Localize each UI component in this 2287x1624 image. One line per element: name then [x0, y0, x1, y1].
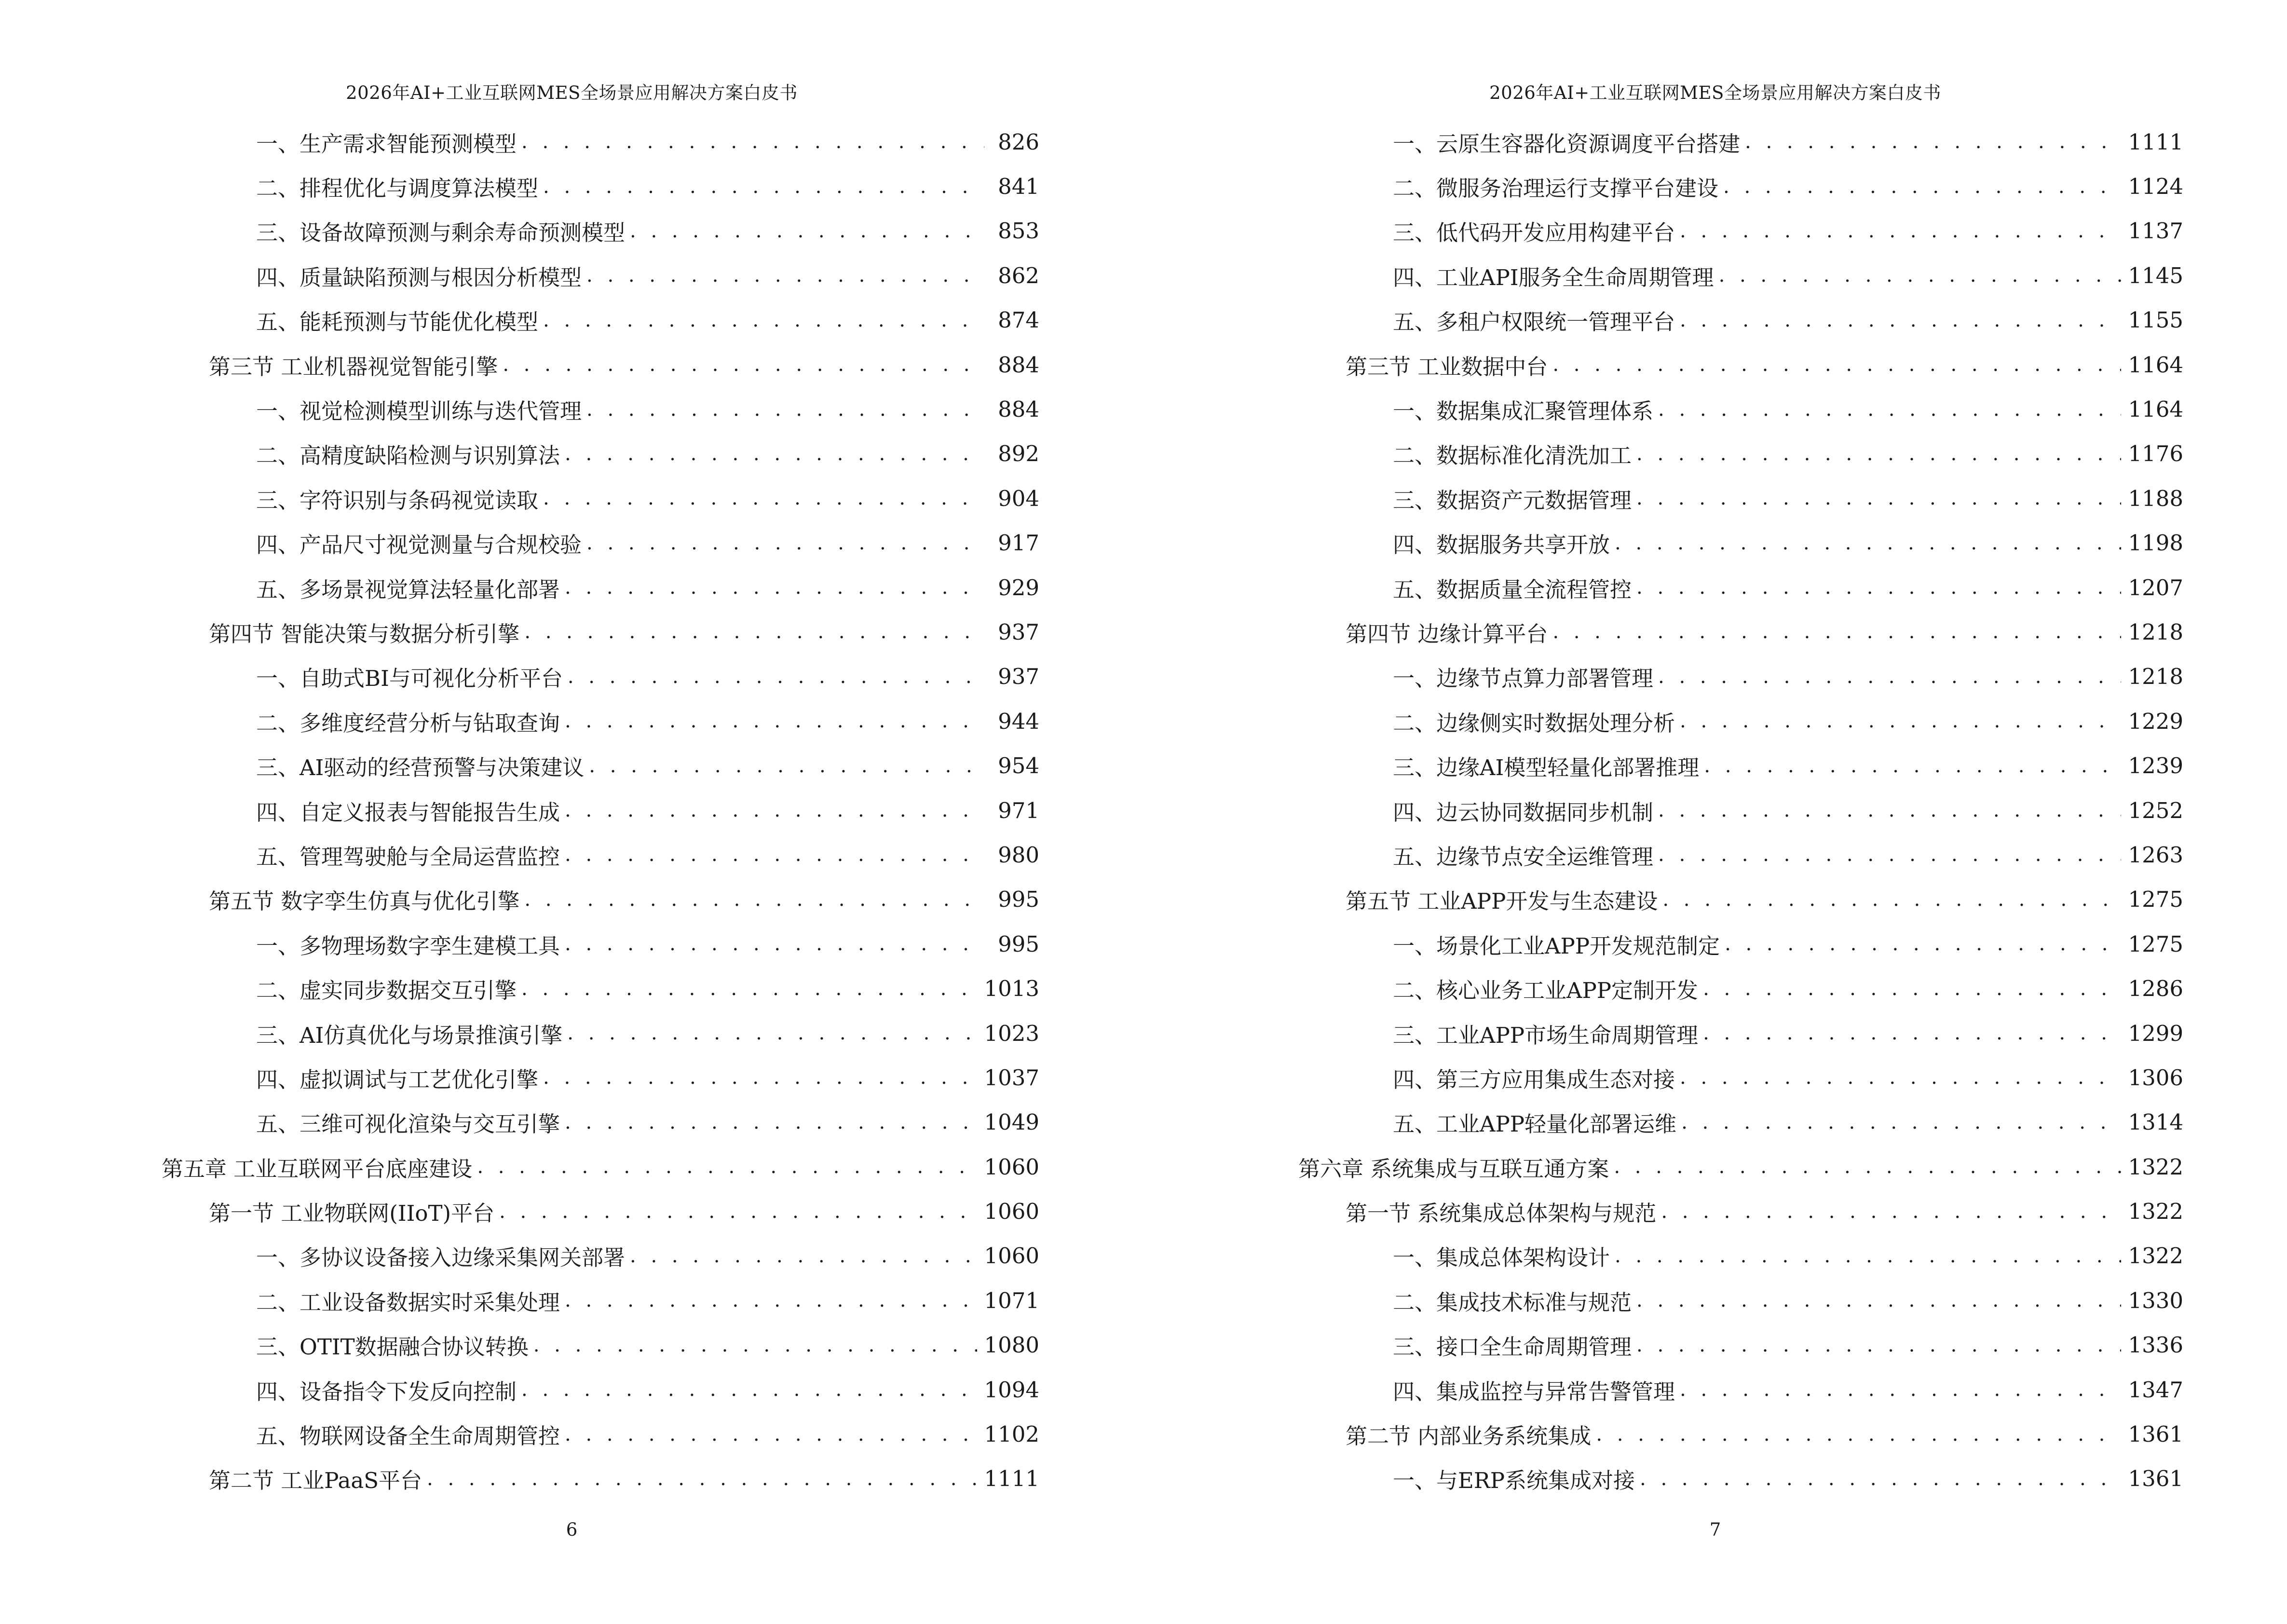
toc-entry[interactable] [1393, 298, 2183, 342]
toc-entry-page: 1145 [2128, 262, 2183, 288]
toc-leader-dots [1552, 355, 2121, 374]
toc-leader-dots [565, 801, 984, 820]
toc-leader-dots [1636, 444, 2121, 464]
toc-entry[interactable] [1393, 922, 2183, 966]
toc-entry[interactable] [209, 877, 1039, 922]
toc-entry[interactable] [256, 788, 1039, 832]
toc-entry-title: 四、自定义报表与智能报告生成 [256, 799, 560, 825]
toc-entry[interactable] [256, 1278, 1039, 1323]
right-page [1144, 0, 2287, 1624]
toc-leader-dots [1615, 533, 2121, 553]
toc-entry[interactable] [256, 655, 1039, 699]
toc-entry[interactable] [256, 298, 1039, 342]
toc-entry-page: 1306 [2128, 1064, 2183, 1091]
toc-leader-dots [565, 1291, 977, 1310]
toc-entry-page: 944 [998, 708, 1039, 734]
toc-entry[interactable] [256, 743, 1039, 788]
toc-entry-page: 1275 [2128, 931, 2183, 957]
toc-entry[interactable] [256, 922, 1039, 966]
toc-entry[interactable] [256, 387, 1039, 431]
toc-entry-page: 980 [998, 842, 1039, 868]
toc-entry-title: 四、工业API服务全生命周期管理 [1393, 264, 1714, 290]
toc-entry[interactable] [256, 1323, 1039, 1367]
toc-entry[interactable] [256, 521, 1039, 565]
toc-entry[interactable] [1393, 1367, 2183, 1412]
toc-leader-dots [630, 1246, 977, 1266]
toc-entry-title: 一、云原生容器化资源调度平台搭建 [1393, 131, 1741, 157]
toc-entry-page: 1111 [984, 1466, 1039, 1492]
toc-entry-title: 二、边缘侧实时数据处理分析 [1393, 710, 1675, 736]
toc-entry[interactable] [1346, 610, 2183, 654]
toc-entry-title: 五、物联网设备全生命周期管控 [256, 1423, 560, 1449]
toc-entry[interactable] [256, 966, 1039, 1010]
toc-entry-title: 第六章 系统集成与互联互通方案 [1298, 1156, 1609, 1182]
toc-entry[interactable] [1393, 788, 2183, 832]
toc-entry[interactable] [1393, 1278, 2183, 1323]
toc-entry-title: 第五章 工业互联网平台底座建设 [162, 1156, 473, 1182]
toc-entry-page: 1239 [2128, 753, 2183, 779]
page-number: 7 [1709, 1519, 1721, 1540]
toc-entry[interactable] [1393, 1011, 2183, 1055]
toc-leader-dots [1636, 1336, 2121, 1355]
toc-entry-page: 841 [998, 174, 1039, 200]
toc-leader-dots [427, 1469, 977, 1488]
toc-entry[interactable] [256, 164, 1039, 208]
toc-leader-dots [1640, 1469, 2121, 1488]
toc-entry[interactable] [256, 1011, 1039, 1055]
toc-entry-title: 四、质量缺陷预测与根因分析模型 [256, 264, 582, 290]
toc-leader-dots [543, 1068, 977, 1087]
toc-entry[interactable] [256, 1367, 1039, 1412]
toc-entry-page: 1198 [2128, 530, 2183, 556]
toc-entry-page: 1347 [2128, 1377, 2183, 1403]
toc-entry-title: 第五节 数字孪生仿真与优化引擎 [209, 888, 520, 914]
toc-entry[interactable] [1298, 1145, 2183, 1189]
toc-entry[interactable] [1393, 1100, 2183, 1145]
toc-leader-dots [565, 578, 984, 597]
toc-leader-dots [586, 533, 984, 553]
toc-leader-dots [1723, 177, 2121, 196]
toc-entry-page: 892 [998, 441, 1039, 467]
toc-entry-title: 第一节 工业物联网(IIoT)平台 [209, 1201, 495, 1227]
toc-leader-dots [1680, 1380, 2121, 1399]
toc-leader-dots [565, 444, 984, 464]
toc-entry-title: 五、工业APP轻量化部署运维 [1393, 1111, 1677, 1137]
toc-leader-dots [565, 845, 984, 864]
toc-leader-dots [1680, 221, 2121, 241]
toc-entry[interactable] [1346, 1189, 2183, 1233]
toc-entry-title: 五、能耗预测与节能优化模型 [256, 309, 539, 335]
toc-entry-title: 一、多协议设备接入边缘采集网关部署 [256, 1245, 626, 1271]
toc-entry[interactable] [1393, 832, 2183, 877]
toc-leader-dots [630, 221, 984, 241]
toc-leader-dots [1636, 489, 2121, 508]
toc-entry-page: 1176 [2128, 441, 2183, 467]
toc-entry-title: 五、三维可视化渲染与交互引擎 [256, 1111, 560, 1137]
toc-entry-title: 四、边云协同数据同步机制 [1393, 799, 1654, 825]
toc-entry-title: 四、产品尺寸视觉测量与合规校验 [256, 532, 582, 558]
toc-entry-page: 917 [998, 530, 1039, 556]
toc-entry[interactable] [256, 832, 1039, 877]
toc-entry-title: 二、集成技术标准与规范 [1393, 1289, 1632, 1315]
toc-leader-dots [521, 132, 984, 151]
toc-leader-dots [565, 934, 984, 954]
toc-leader-dots [1658, 845, 2121, 864]
toc-entry-title: 一、生产需求智能预测模型 [256, 131, 517, 157]
toc-entry-page: 904 [998, 485, 1039, 511]
toc-leader-dots [565, 711, 984, 731]
toc-entry-page: 971 [998, 797, 1039, 823]
toc-leader-dots [1596, 1425, 2121, 1444]
toc-entry-title: 三、数据资产元数据管理 [1393, 487, 1632, 513]
toc-entry-title: 四、设备指令下发反向控制 [256, 1378, 517, 1405]
toc-leader-dots [589, 756, 984, 776]
toc-entry-title: 第四节 智能决策与数据分析引擎 [209, 621, 520, 647]
toc-entry[interactable] [256, 253, 1039, 298]
toc-entry-page: 1023 [984, 1020, 1039, 1046]
toc-entry-title: 二、高精度缺陷检测与识别算法 [256, 443, 560, 469]
toc-entry-title: 二、工业设备数据实时采集处理 [256, 1289, 560, 1315]
toc-entry-title: 三、低代码开发应用构建平台 [1393, 220, 1675, 246]
toc-entry-title: 一、多物理场数字孪生建模工具 [256, 933, 560, 959]
toc-entry-title: 二、排程优化与调度算法模型 [256, 176, 539, 202]
toc-entry-page: 1060 [984, 1154, 1039, 1180]
toc-entry[interactable] [1393, 966, 2183, 1010]
toc-entry-page: 1314 [2128, 1109, 2183, 1135]
toc-entry-page: 1218 [2128, 664, 2183, 690]
toc-entry-page: 1071 [984, 1287, 1039, 1313]
toc-leader-dots [1680, 711, 2121, 731]
toc-entry-title: 一、自助式BI与可视化分析平台 [256, 666, 563, 692]
toc-entry[interactable] [1346, 1412, 2183, 1456]
toc-leader-dots [1680, 1068, 2121, 1087]
toc-leader-dots [543, 177, 984, 196]
toc-entry-page: 1037 [984, 1064, 1039, 1091]
toc-entry-page: 1322 [2128, 1243, 2183, 1269]
toc-entry-title: 三、边缘AI模型轻量化部署推理 [1393, 755, 1700, 781]
toc-leader-dots [1614, 1157, 2121, 1176]
page-number: 6 [566, 1519, 578, 1540]
toc-entry-page: 954 [998, 753, 1039, 779]
toc-entry-title: 第四节 边缘计算平台 [1346, 621, 1548, 647]
toc-entry[interactable] [1346, 342, 2183, 387]
toc-leader-dots [568, 667, 984, 686]
toc-entry[interactable] [256, 565, 1039, 610]
toc-leader-dots [1745, 132, 2121, 151]
toc-entry[interactable] [209, 1189, 1039, 1233]
toc-entry-title: 一、场景化工业APP开发规范制定 [1393, 933, 1720, 959]
toc-leader-dots [565, 1113, 977, 1132]
toc-entry-page: 1155 [2128, 307, 2183, 333]
toc-entry[interactable] [209, 610, 1039, 654]
toc-entry-page: 1336 [2128, 1332, 2183, 1358]
table-of-contents [0, 120, 1144, 1501]
toc-entry-title: 三、接口全生命周期管理 [1393, 1334, 1632, 1360]
toc-leader-dots [543, 311, 984, 330]
toc-leader-dots [1704, 756, 2121, 776]
toc-leader-dots [499, 1202, 977, 1221]
toc-entry-title: 三、字符识别与条码视觉读取 [256, 487, 539, 513]
toc-entry[interactable] [209, 1457, 1039, 1501]
toc-entry-title: 第三节 工业数据中台 [1346, 354, 1548, 380]
toc-entry[interactable] [256, 120, 1039, 164]
toc-entry-page: 874 [998, 307, 1039, 333]
toc-entry[interactable] [1393, 1055, 2183, 1100]
toc-leader-dots [1658, 400, 2121, 419]
toc-entry-title: 一、边缘节点算力部署管理 [1393, 666, 1654, 692]
toc-leader-dots [524, 622, 984, 641]
toc-entry-title: 一、与ERP系统集成对接 [1393, 1468, 1635, 1494]
toc-entry[interactable] [1393, 655, 2183, 699]
toc-leader-dots [1658, 801, 2121, 820]
toc-leader-dots [521, 979, 977, 998]
toc-leader-dots [503, 355, 984, 374]
toc-entry-page: 1286 [2128, 976, 2183, 1002]
toc-entry[interactable] [1393, 476, 2183, 520]
toc-leader-dots [533, 1336, 978, 1355]
toc-entry[interactable] [1393, 743, 2183, 788]
toc-entry-title: 第二节 工业PaaS平台 [209, 1468, 422, 1494]
toc-entry-title: 五、数据质量全流程管控 [1393, 576, 1632, 602]
toc-leader-dots [1662, 890, 2121, 909]
toc-entry-title: 一、集成总体架构设计 [1393, 1245, 1610, 1271]
running-header: 2026年AI+工业互联网MES全场景应用解决方案白皮书 [1489, 82, 1941, 103]
toc-entry[interactable] [1393, 253, 2183, 298]
toc-entry[interactable] [1393, 565, 2183, 610]
toc-leader-dots [477, 1157, 977, 1176]
toc-leader-dots [1680, 311, 2121, 330]
toc-entry[interactable] [256, 1234, 1039, 1278]
toc-entry[interactable] [256, 476, 1039, 520]
toc-entry-page: 995 [998, 887, 1039, 913]
toc-leader-dots [1661, 1202, 2121, 1221]
toc-entry[interactable] [1393, 1234, 2183, 1278]
toc-leader-dots [524, 890, 984, 909]
toc-entry-title: 三、AI驱动的经营预警与决策建议 [256, 755, 585, 781]
toc-entry-page: 884 [998, 352, 1039, 378]
toc-entry-page: 853 [998, 218, 1039, 244]
toc-entry[interactable] [209, 342, 1039, 387]
toc-entry[interactable] [1393, 209, 2183, 253]
toc-entry-page: 1060 [984, 1199, 1039, 1225]
toc-entry-page: 1164 [2128, 352, 2183, 378]
toc-entry[interactable] [1393, 387, 2183, 431]
toc-entry[interactable] [1393, 699, 2183, 743]
toc-entry-page: 1275 [2128, 887, 2183, 913]
toc-entry-page: 1322 [2128, 1154, 2183, 1180]
toc-leader-dots [1681, 1113, 2121, 1132]
toc-leader-dots [567, 1024, 977, 1043]
toc-entry-page: 862 [998, 262, 1039, 288]
running-header: 2026年AI+工业互联网MES全场景应用解决方案白皮书 [346, 82, 798, 103]
toc-entry-page: 1094 [984, 1377, 1039, 1403]
toc-entry-title: 五、管理驾驶舱与全局运营监控 [256, 844, 560, 870]
toc-entry[interactable] [1393, 1323, 2183, 1367]
toc-entry[interactable] [256, 1412, 1039, 1456]
toc-entry-title: 第二节 内部业务系统集成 [1346, 1423, 1592, 1449]
toc-leader-dots [586, 266, 984, 285]
toc-entry-page: 1207 [2128, 574, 2183, 600]
toc-entry-title: 五、多场景视觉算法轻量化部署 [256, 576, 560, 602]
toc-entry-page: 929 [998, 574, 1039, 600]
toc-leader-dots [1615, 1246, 2121, 1266]
toc-leader-dots [543, 489, 984, 508]
toc-entry-page: 1080 [984, 1332, 1039, 1358]
toc-entry[interactable] [256, 1100, 1039, 1145]
toc-entry-page: 1218 [2128, 619, 2183, 645]
toc-leader-dots [586, 400, 984, 419]
toc-entry[interactable] [1393, 521, 2183, 565]
toc-entry-title: 二、微服务治理运行支撑平台建设 [1393, 176, 1719, 202]
toc-entry-title: 二、多维度经营分析与钻取查询 [256, 710, 560, 736]
toc-entry-title: 三、工业APP市场生命周期管理 [1393, 1022, 1699, 1048]
toc-entry-page: 1102 [984, 1421, 1039, 1447]
toc-leader-dots [1552, 622, 2121, 641]
toc-entry-title: 四、第三方应用集成生态对接 [1393, 1066, 1675, 1092]
toc-entry[interactable] [256, 209, 1039, 253]
toc-entry-title: 四、数据服务共享开放 [1393, 532, 1610, 558]
toc-entry[interactable] [1393, 120, 2183, 164]
toc-entry[interactable] [1393, 164, 2183, 208]
toc-entry-page: 937 [998, 664, 1039, 690]
toc-leader-dots [1658, 667, 2121, 686]
toc-entry-page: 1263 [2128, 842, 2183, 868]
toc-entry-page: 1013 [984, 976, 1039, 1002]
toc-entry-page: 1322 [2128, 1199, 2183, 1225]
toc-entry-title: 五、边缘节点安全运维管理 [1393, 844, 1654, 870]
toc-entry[interactable] [162, 1145, 1039, 1189]
toc-entry-title: 一、视觉检测模型训练与迭代管理 [256, 398, 582, 424]
toc-entry-title: 二、核心业务工业APP定制开发 [1393, 978, 1699, 1004]
toc-entry-title: 第一节 系统集成总体架构与规范 [1346, 1201, 1657, 1227]
toc-leader-dots [1719, 266, 2122, 285]
table-of-contents [1144, 120, 2287, 1501]
toc-entry-title: 二、虚实同步数据交互引擎 [256, 978, 517, 1004]
toc-entry-page: 1229 [2128, 708, 2183, 734]
toc-entry-page: 1299 [2128, 1020, 2183, 1046]
toc-entry-title: 第五节 工业APP开发与生态建设 [1346, 888, 1658, 914]
toc-entry-page: 884 [998, 396, 1039, 423]
toc-entry[interactable] [256, 432, 1039, 476]
toc-entry-page: 1124 [2128, 174, 2183, 200]
toc-entry-title: 四、集成监控与异常告警管理 [1393, 1378, 1675, 1405]
toc-entry-title: 三、AI仿真优化与场景推演引擎 [256, 1022, 563, 1048]
toc-entry[interactable] [1393, 432, 2183, 476]
toc-leader-dots [1703, 1024, 2121, 1043]
toc-leader-dots [521, 1380, 977, 1399]
toc-entry[interactable] [256, 699, 1039, 743]
toc-leader-dots [1725, 934, 2121, 954]
toc-entry-title: 三、OTIT数据融合协议转换 [256, 1334, 529, 1360]
toc-leader-dots [1636, 578, 2121, 597]
toc-entry-page: 1188 [2128, 485, 2183, 511]
toc-entry-page: 1361 [2128, 1421, 2183, 1447]
toc-entry-page: 826 [998, 129, 1039, 155]
toc-entry-page: 1137 [2128, 218, 2183, 244]
toc-entry-page: 1361 [2128, 1466, 2183, 1492]
toc-entry-title: 三、设备故障预测与剩余寿命预测模型 [256, 220, 626, 246]
toc-entry-title: 第三节 工业机器视觉智能引擎 [209, 354, 498, 380]
toc-entry-page: 937 [998, 619, 1039, 645]
toc-entry[interactable] [1346, 877, 2183, 922]
toc-entry-page: 1330 [2128, 1287, 2183, 1313]
toc-leader-dots [1636, 1291, 2121, 1310]
toc-leader-dots [565, 1425, 977, 1444]
toc-entry-page: 1252 [2128, 797, 2183, 823]
toc-entry-title: 五、多租户权限统一管理平台 [1393, 309, 1675, 335]
toc-leader-dots [1703, 979, 2121, 998]
toc-entry-title: 二、数据标准化清洗加工 [1393, 443, 1632, 469]
toc-entry[interactable] [1393, 1457, 2183, 1501]
toc-entry-title: 四、虚拟调试与工艺优化引擎 [256, 1066, 539, 1092]
toc-entry-page: 1164 [2128, 396, 2183, 423]
toc-entry-page: 1111 [2128, 129, 2183, 155]
toc-entry-page: 1060 [984, 1243, 1039, 1269]
toc-entry-title: 一、数据集成汇聚管理体系 [1393, 398, 1654, 424]
toc-entry[interactable] [256, 1055, 1039, 1100]
toc-entry-page: 995 [998, 931, 1039, 957]
toc-entry-page: 1049 [984, 1109, 1039, 1135]
